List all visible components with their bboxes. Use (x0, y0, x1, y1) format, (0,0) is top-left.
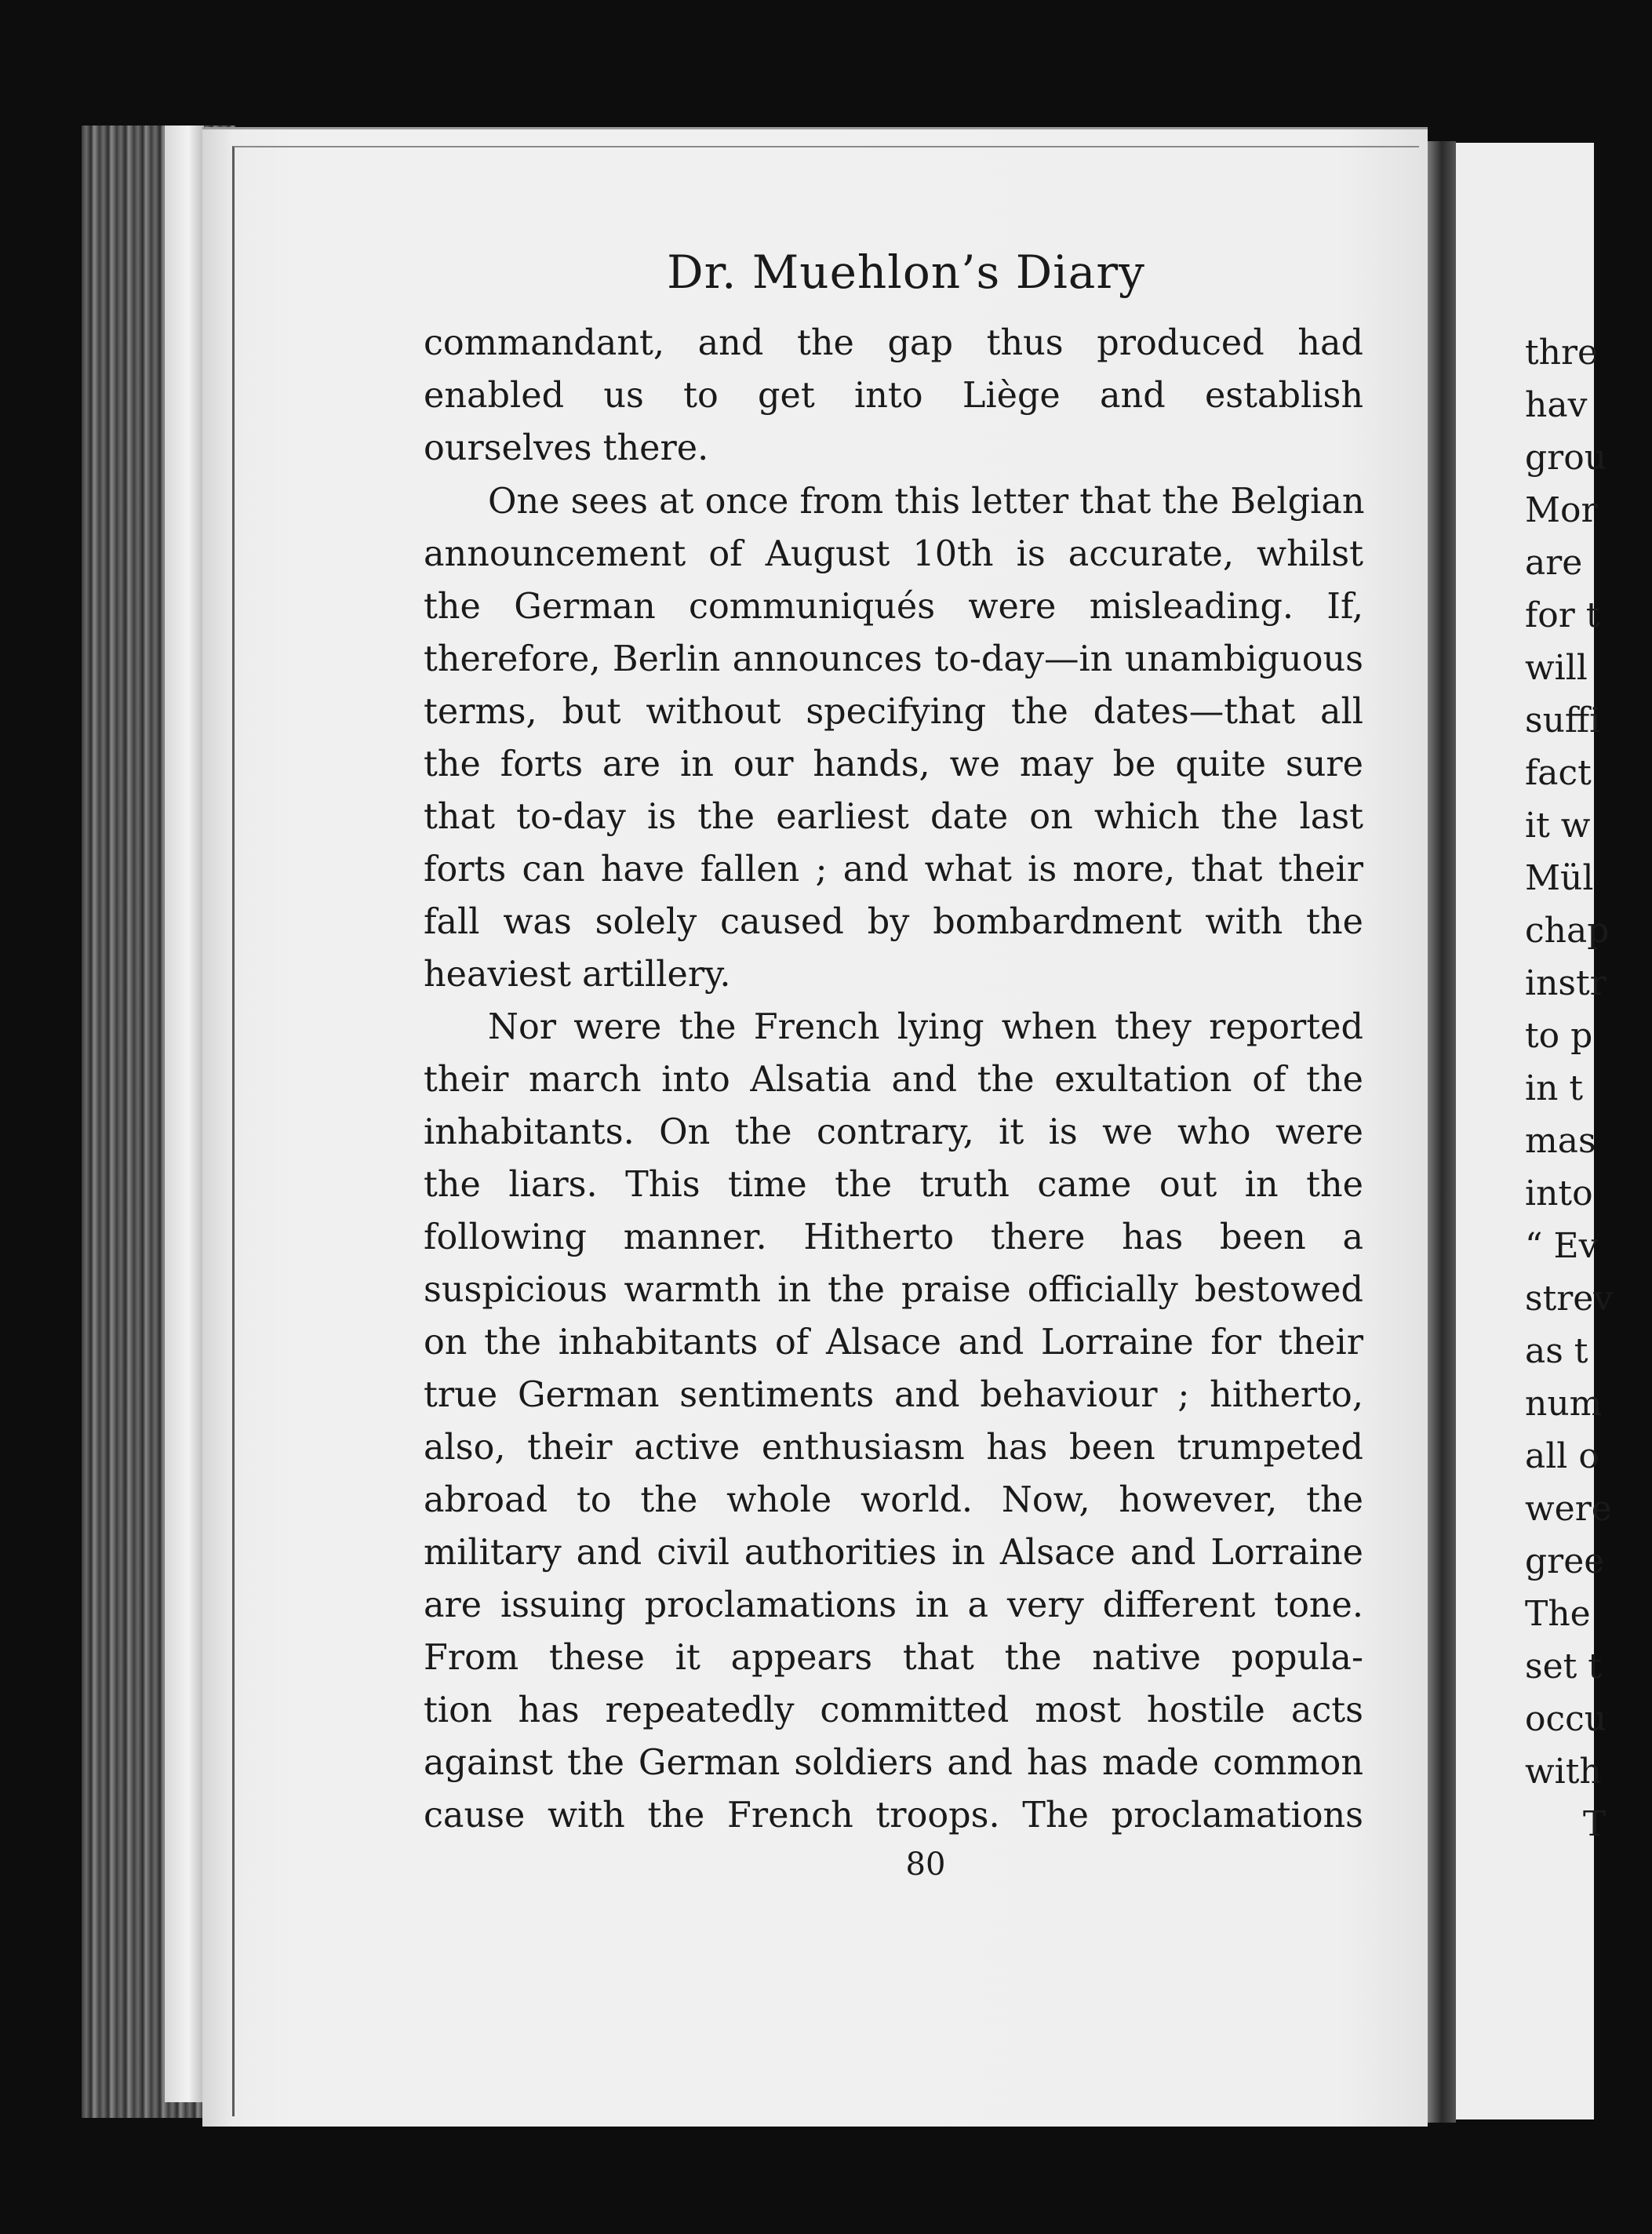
right-page-fragment: all o (1525, 1436, 1599, 1476)
right-page-fragment: occu (1525, 1699, 1607, 1739)
text-line: cause with the French troops. The proclamations (424, 1796, 1363, 1836)
text-line: the liars. This time the truth came out in the (424, 1165, 1363, 1205)
right-page-fragment: The (1525, 1594, 1591, 1634)
text-line: that to-day is the earliest date on which the last (424, 797, 1363, 837)
right-page-fragment: num (1525, 1384, 1603, 1424)
text-line: commandant, and the gap thus produced had (424, 323, 1363, 363)
text-line: abroad to the whole world. Now, however, the (424, 1480, 1363, 1520)
text-line: fall was solely caused by bombardment with the (424, 902, 1363, 942)
text-line: against the German soldiers and has made common (424, 1743, 1363, 1783)
text-line: Nor were the French lying when they reported (488, 1007, 1363, 1047)
text-line: From these it appears that the native popula- (424, 1638, 1363, 1678)
right-page-fragment: suffi (1525, 700, 1601, 740)
text-line: enabled us to get into Liège and establish (424, 376, 1363, 416)
text-line: heaviest artillery. (424, 955, 731, 995)
text-line: One sees at once from this letter that the Belgian (488, 482, 1365, 522)
book-gutter (1428, 141, 1456, 2123)
text-line: announcement of August 10th is accurate, whilst (424, 534, 1363, 574)
text-line: the German communiqués were misleading. If, (424, 587, 1363, 627)
right-page-fragment: set t (1525, 1646, 1602, 1686)
right-page-fragment: grou (1525, 438, 1607, 478)
right-page-fragment: will (1525, 648, 1588, 688)
right-page-fragment: Mor (1525, 490, 1598, 530)
right-page-fragment: for t (1525, 595, 1600, 635)
right-page-fragment: mas (1525, 1121, 1596, 1161)
text-line: military and civil authorities in Alsace and Lorraine (424, 1533, 1363, 1573)
text-line: tion has repeatedly committed most hostile acts (424, 1690, 1363, 1730)
text-line: inhabitants. On the contrary, it is we who were (424, 1112, 1363, 1152)
text-line: suspicious warmth in the praise officially bestowed (424, 1270, 1363, 1310)
text-line: the forts are in our hands, we may be quite sure (424, 744, 1363, 784)
text-line: forts can have fallen ; and what is more, that their (424, 850, 1363, 890)
right-page-fragment: it w (1525, 806, 1591, 846)
text-line: on the inhabitants of Alsace and Lorraine for their (424, 1323, 1363, 1363)
text-line: true German sentiments and behaviour ; hitherto, (424, 1375, 1363, 1415)
text-line: following manner. Hitherto there has been a (424, 1217, 1363, 1257)
right-page-fragment: “ Ev (1525, 1226, 1599, 1266)
page-edges-light (165, 126, 204, 2102)
right-page-fragment: Mül (1525, 858, 1594, 898)
text-line: are issuing proclamations in a very different tone. (424, 1585, 1363, 1625)
right-page-fragment: into (1525, 1173, 1593, 1213)
right-page-fragment: are (1525, 543, 1583, 583)
text-line: also, their active enthusiasm has been trumpeted (424, 1428, 1363, 1468)
running-head: Dr. Muehlon’s Diary (667, 246, 1145, 299)
right-page-fragment: as t (1525, 1331, 1588, 1371)
right-page-fragment: were (1525, 1489, 1612, 1529)
right-page-fragment: instr (1525, 963, 1607, 1003)
text-line: therefore, Berlin announces to-day—in unambiguous (424, 639, 1363, 679)
right-page-fragment: to p (1525, 1016, 1593, 1056)
right-page-fragment: in t (1525, 1068, 1584, 1108)
right-page-fragment: chap (1525, 911, 1610, 951)
right-page-fragment: fact (1525, 753, 1592, 793)
text-line: their march into Alsatia and the exultation of the (424, 1060, 1363, 1100)
right-page-fragment: with (1525, 1752, 1602, 1792)
right-page-fragment: thre (1525, 333, 1599, 373)
text-line: terms, but without specifying the dates—that all (424, 692, 1363, 732)
right-page-fragment: gree (1525, 1541, 1605, 1581)
page-number: 80 (905, 1847, 946, 1883)
right-page-fragment: T (1583, 1804, 1607, 1844)
text-line: ourselves there. (424, 428, 709, 468)
right-page-fragment: hav (1525, 385, 1588, 425)
right-page-fragment: strev (1525, 1279, 1614, 1319)
